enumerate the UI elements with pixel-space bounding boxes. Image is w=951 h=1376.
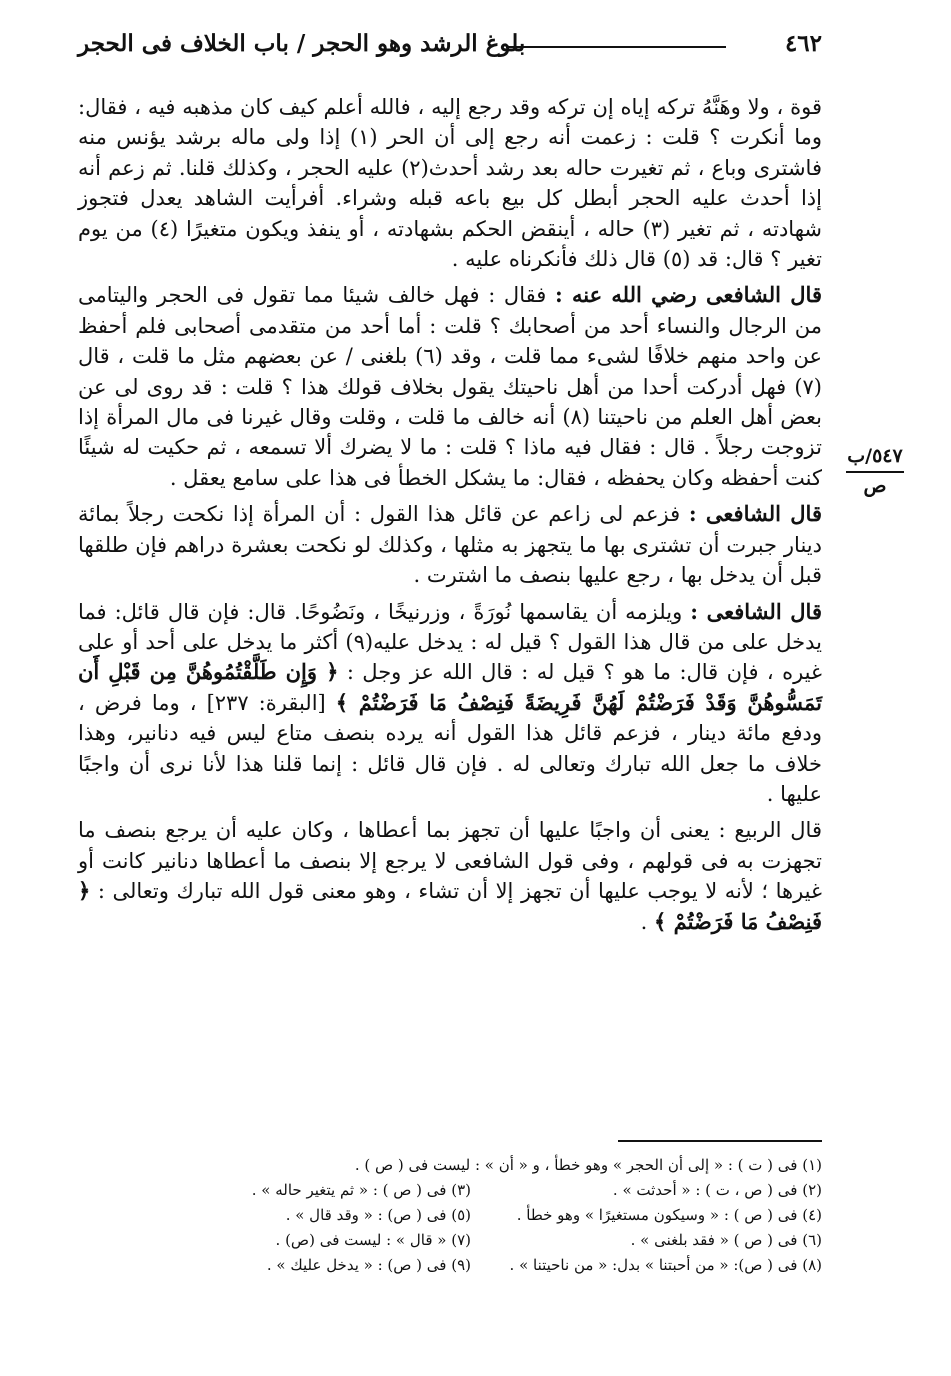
footnote: (٢) فى ( ص ، ت ) : « أحدثت » . — [612, 1181, 822, 1199]
paragraph-text: ويلزمه أن يقاسمها نُورَةً ، وزرنيخًا ، ونَضُوحًا. قال: فإن قال قائل: فما يدخل على من قال هذا القول ؟ قيل له : يدخل عليه(٩) أكثر ما يدخل على أحد أو على غيره ، فإن قال: ما هو ؟ قيل له : قال الله عز وجل : — [78, 599, 822, 685]
paragraph-text-continued: [البقرة: ٢٣٧] ، وما فرض ، ودفع مائة دينار ، فزعم قائل هذا القول أنه يرده بنصف متاع ليس فيه دنانير، وهذا خلاف ما جعل الله تبارك وتعالى له . فإن قال قائل : إنما قلنا هذا لأنا نرى أن واجبًا عليها . — [78, 690, 823, 806]
paragraph-text: فزعم لى زاعم عن قائل هذا القول : أن المرأة إذا نكحت رجلاً بمائة دينار جبرت أن تشترى بها ما يتجهز به مثلها ، وكذلك لو نكحت بعشرة دراهم فإن طلقها قبل أن يدخل بها ، رجع عليها بنصف ما اشترت . — [78, 502, 822, 588]
page-number: ٤٦٢ — [784, 30, 822, 57]
paragraph — [78, 280, 822, 493]
paragraph — [78, 815, 822, 937]
margin-folio-note — [845, 443, 905, 499]
paragraph-text: قوة ، ولا وهَنَّهُ تركه إياه إن تركه وقد رجع إليه ، فالله أعلم كيف كان مذهبه فيه ، فقال: وما أنكرت ؟ قلت : زعمت أنه رجع إلى أن الحر (١) إذا ولى ماله برشد يؤنس منه فاشترى وباع ، ثم تغيرت حاله بعد رشد أحدث(٢) عليه الحجر ، وكذلك قلنا. ثم زعم أنه إذا أحدث عليه الحجر أبطل كل بيع باعه قبله وشراء. أفرأيت الشاهد يعدل فتجوز شهادته ، ثم تغير (٣) حاله ، أينقض الحكم بشهادته ، أو ينفذ ويكون متغيرًا (٤) من يوم تغير ؟ قال: قد (٥) قال ذلك فأنكرناه عليه . — [78, 95, 822, 272]
speaker-label: قال الشافعى : — [688, 501, 822, 527]
paragraph — [78, 92, 822, 274]
speaker-label: قال الشافعى رضي الله عنه : — [554, 282, 822, 308]
footnote: (٨) فى ( ص): « من أحبتنا » بدل: « من ناحيتنا » . — [509, 1256, 822, 1274]
paragraph-text-continued: . — [640, 909, 648, 934]
folio-number: ٥٤٧/ب — [847, 445, 903, 467]
footnote: (٥) فى ( ص) : « وقد قال » . — [285, 1206, 471, 1224]
header-title: بلوغ الرشد وهو الحجر / باب الخلاف فى الحجر — [78, 30, 526, 57]
speaker-label: قال الشافعى : — [690, 598, 822, 624]
footnote: (٦) فى ( ص ) « فقد بلغنى » . — [630, 1231, 822, 1249]
footnote-rule — [618, 1140, 822, 1142]
footnote: (١) فى ( ت ) : « إلى أن الحجر » وهو خطأ ، و « أن » : ليست فى ( ص ) . — [354, 1156, 822, 1174]
running-header — [78, 30, 822, 90]
paragraph-text: قال الربيع : يعنى أن واجبًا عليها أن تجهز بما أعطاها ، وكان عليه أن يرجع بنصف ما تجهزت به فى قولهم ، وفى قول الشافعى لا يرجع إلا بنصف ما أعطاها دنانير كانت أو غيرها ؛ لأنه لا يوجب عليها أن تجهز إلا أن تشاء ، وهو معنى قول الله تبارك وتعالى : — [78, 818, 822, 904]
footnote: (٤) فى ( ص ) : « وسيكون مستغيرًا » وهو خطأ . — [516, 1206, 822, 1224]
quran-verse: ﴿ وَإِن طَلَّقْتُمُوهُنَّ مِن قَبْلِ أَن تَمَسُّوهُنَّ وَقَدْ فَرَضْتُمْ لَهُنَّ فَرِيضَةً فَنِصْفُ مَا فَرَضْتُمْ ﴾ — [78, 659, 822, 715]
margin-label: ص — [863, 475, 887, 497]
header-rule — [506, 46, 726, 48]
footnote: (٩) فى ( ص) : « يدخل عليك » . — [266, 1256, 471, 1274]
footnote: (٣) فى ( ص ) : « ثم يتغير حاله » . — [251, 1181, 471, 1199]
main-text — [78, 92, 822, 937]
footnote: (٧) « قال » : ليست فى (ص) . — [275, 1231, 471, 1249]
paragraph-text: فقال : فهل خالف شيئا مما تقول فى الحجر واليتامى من الرجال والنساء أحد من أصحابك ؟ قلت : أما أحد من متقدمى أصحابى فلم أحفظ عن واحد منهم خلافًا لشىء مما قلت ، وقد (٦) بلغنى / عن بعضهم مثل ما قلت ، قال (٧) فهل أدركت أحدا من أهل ناحيتك يقول بخلاف قولك هذا ؟ قلت : قد روى لى عن بعض أهل العلم من ناحيتنا (٨) أنه خالف ما قلت ، وقلت وقال غيرنا فى مال المرأة إذا تزوجت رجلاً . قال : فقال فيه ماذا ؟ قلت : ما لا يضرك ألا تسمعه ، ثم حكيت له شيئًا كنت أحفظه وكان يحفظه ، فقال: ما يشكل الخطأ فى هذا على سامع يعقل . — [78, 283, 822, 490]
footnotes — [120, 1153, 822, 1278]
quran-verse: ﴿ فَنِصْفُ مَا فَرَضْتُمْ ﴾ — [78, 878, 822, 934]
paragraph — [78, 597, 822, 810]
paragraph — [78, 499, 822, 590]
